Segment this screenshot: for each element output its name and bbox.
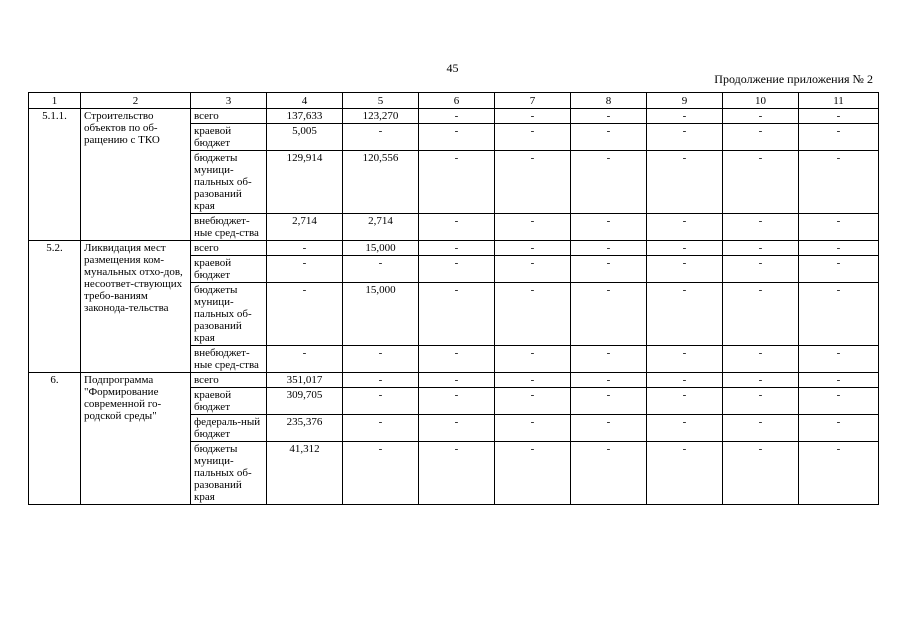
item-name: Подпрограмма "Формирование современной го-родской среды" [81, 373, 191, 505]
value-col-9: - [647, 151, 723, 214]
value-col-7: - [495, 283, 571, 346]
item-name: Ликвидация мест размещения ком-мунальных отхо-дов, несоответ-ствующих требо-ваниям законода-тельства [81, 241, 191, 373]
value-col-11: - [799, 241, 879, 256]
value-col-11: - [799, 124, 879, 151]
value-col-11: - [799, 151, 879, 214]
value-col-7: - [495, 241, 571, 256]
table-header [29, 93, 879, 109]
column-header-1: 1 [29, 93, 81, 109]
value-col-6: - [419, 442, 495, 505]
item-index: 5.2. [29, 241, 81, 373]
continuation-caption: Продолжение приложения № 2 [714, 72, 873, 86]
value-col-4: 2,714 [267, 214, 343, 241]
funding-source: бюджеты муници-пальных об-разований края [191, 283, 267, 346]
value-col-8: - [571, 241, 647, 256]
funding-source: всего [191, 241, 267, 256]
funding-source: всего [191, 373, 267, 388]
value-col-4: 129,914 [267, 151, 343, 214]
value-col-4: 309,705 [267, 388, 343, 415]
value-col-6: - [419, 214, 495, 241]
funding-source: внебюджет-ные сред-ства [191, 346, 267, 373]
value-col-4: - [267, 346, 343, 373]
value-col-8: - [571, 214, 647, 241]
funding-source: краевой бюджет [191, 124, 267, 151]
value-col-9: - [647, 241, 723, 256]
value-col-10: - [723, 388, 799, 415]
funding-source: краевой бюджет [191, 388, 267, 415]
value-col-8: - [571, 109, 647, 124]
table-body [29, 109, 879, 505]
value-col-8: - [571, 124, 647, 151]
value-col-10: - [723, 346, 799, 373]
value-col-9: - [647, 388, 723, 415]
value-col-11: - [799, 283, 879, 346]
value-col-7: - [495, 214, 571, 241]
value-col-6: - [419, 241, 495, 256]
column-header-4: 4 [267, 93, 343, 109]
budget-table [28, 92, 879, 505]
funding-source: федераль-ный бюджет [191, 415, 267, 442]
column-header-5: 5 [343, 93, 419, 109]
value-col-4: 351,017 [267, 373, 343, 388]
value-col-4: - [267, 283, 343, 346]
value-col-8: - [571, 373, 647, 388]
value-col-4: 5,005 [267, 124, 343, 151]
value-col-10: - [723, 151, 799, 214]
funding-source: бюджеты муници-пальных об-разований края [191, 151, 267, 214]
funding-source: всего [191, 109, 267, 124]
value-col-6: - [419, 109, 495, 124]
value-col-10: - [723, 283, 799, 346]
funding-source: внебюджет-ные сред-ства [191, 214, 267, 241]
value-col-9: - [647, 283, 723, 346]
column-header-7: 7 [495, 93, 571, 109]
value-col-9: - [647, 256, 723, 283]
funding-source: краевой бюджет [191, 256, 267, 283]
value-col-8: - [571, 283, 647, 346]
value-col-5: 123,270 [343, 109, 419, 124]
value-col-9: - [647, 415, 723, 442]
column-header-3: 3 [191, 93, 267, 109]
value-col-4: 41,312 [267, 442, 343, 505]
value-col-6: - [419, 373, 495, 388]
value-col-6: - [419, 346, 495, 373]
value-col-11: - [799, 388, 879, 415]
value-col-5: - [343, 415, 419, 442]
column-header-10: 10 [723, 93, 799, 109]
value-col-7: - [495, 124, 571, 151]
value-col-11: - [799, 373, 879, 388]
value-col-9: - [647, 373, 723, 388]
value-col-5: - [343, 442, 419, 505]
value-col-7: - [495, 442, 571, 505]
column-header-2: 2 [81, 93, 191, 109]
value-col-9: - [647, 442, 723, 505]
item-index: 6. [29, 373, 81, 505]
value-col-8: - [571, 151, 647, 214]
value-col-5: - [343, 346, 419, 373]
column-header-8: 8 [571, 93, 647, 109]
value-col-7: - [495, 373, 571, 388]
value-col-7: - [495, 151, 571, 214]
value-col-9: - [647, 346, 723, 373]
value-col-7: - [495, 346, 571, 373]
value-col-5: 120,556 [343, 151, 419, 214]
value-col-6: - [419, 283, 495, 346]
value-col-8: - [571, 256, 647, 283]
value-col-11: - [799, 109, 879, 124]
value-col-5: 15,000 [343, 241, 419, 256]
value-col-4: - [267, 256, 343, 283]
value-col-6: - [419, 256, 495, 283]
value-col-5: 15,000 [343, 283, 419, 346]
table-row [29, 109, 879, 124]
value-col-8: - [571, 388, 647, 415]
value-col-5: - [343, 373, 419, 388]
value-col-10: - [723, 109, 799, 124]
value-col-10: - [723, 442, 799, 505]
value-col-11: - [799, 346, 879, 373]
value-col-10: - [723, 373, 799, 388]
value-col-6: - [419, 388, 495, 415]
table-row [29, 241, 879, 256]
value-col-9: - [647, 124, 723, 151]
value-col-11: - [799, 415, 879, 442]
value-col-8: - [571, 442, 647, 505]
value-col-5: - [343, 388, 419, 415]
value-col-7: - [495, 256, 571, 283]
value-col-10: - [723, 256, 799, 283]
value-col-10: - [723, 241, 799, 256]
value-col-6: - [419, 124, 495, 151]
value-col-11: - [799, 214, 879, 241]
value-col-4: - [267, 241, 343, 256]
value-col-7: - [495, 415, 571, 442]
funding-source: бюджеты муници-пальных об-разований края [191, 442, 267, 505]
value-col-7: - [495, 388, 571, 415]
page-number: 45 [446, 61, 459, 75]
value-col-9: - [647, 214, 723, 241]
value-col-5: 2,714 [343, 214, 419, 241]
value-col-5: - [343, 256, 419, 283]
value-col-10: - [723, 415, 799, 442]
value-col-5: - [343, 124, 419, 151]
value-col-4: 235,376 [267, 415, 343, 442]
value-col-10: - [723, 214, 799, 241]
value-col-4: 137,633 [267, 109, 343, 124]
value-col-6: - [419, 151, 495, 214]
value-col-8: - [571, 346, 647, 373]
item-index: 5.1.1. [29, 109, 81, 241]
column-header-9: 9 [647, 93, 723, 109]
column-number-row [29, 93, 879, 109]
value-col-11: - [799, 442, 879, 505]
value-col-8: - [571, 415, 647, 442]
value-col-10: - [723, 124, 799, 151]
table-row [29, 373, 879, 388]
value-col-11: - [799, 256, 879, 283]
column-header-11: 11 [799, 93, 879, 109]
value-col-7: - [495, 109, 571, 124]
value-col-6: - [419, 415, 495, 442]
column-header-6: 6 [419, 93, 495, 109]
value-col-9: - [647, 109, 723, 124]
item-name: Строительство объектов по об-ращению с ТКО [81, 109, 191, 241]
